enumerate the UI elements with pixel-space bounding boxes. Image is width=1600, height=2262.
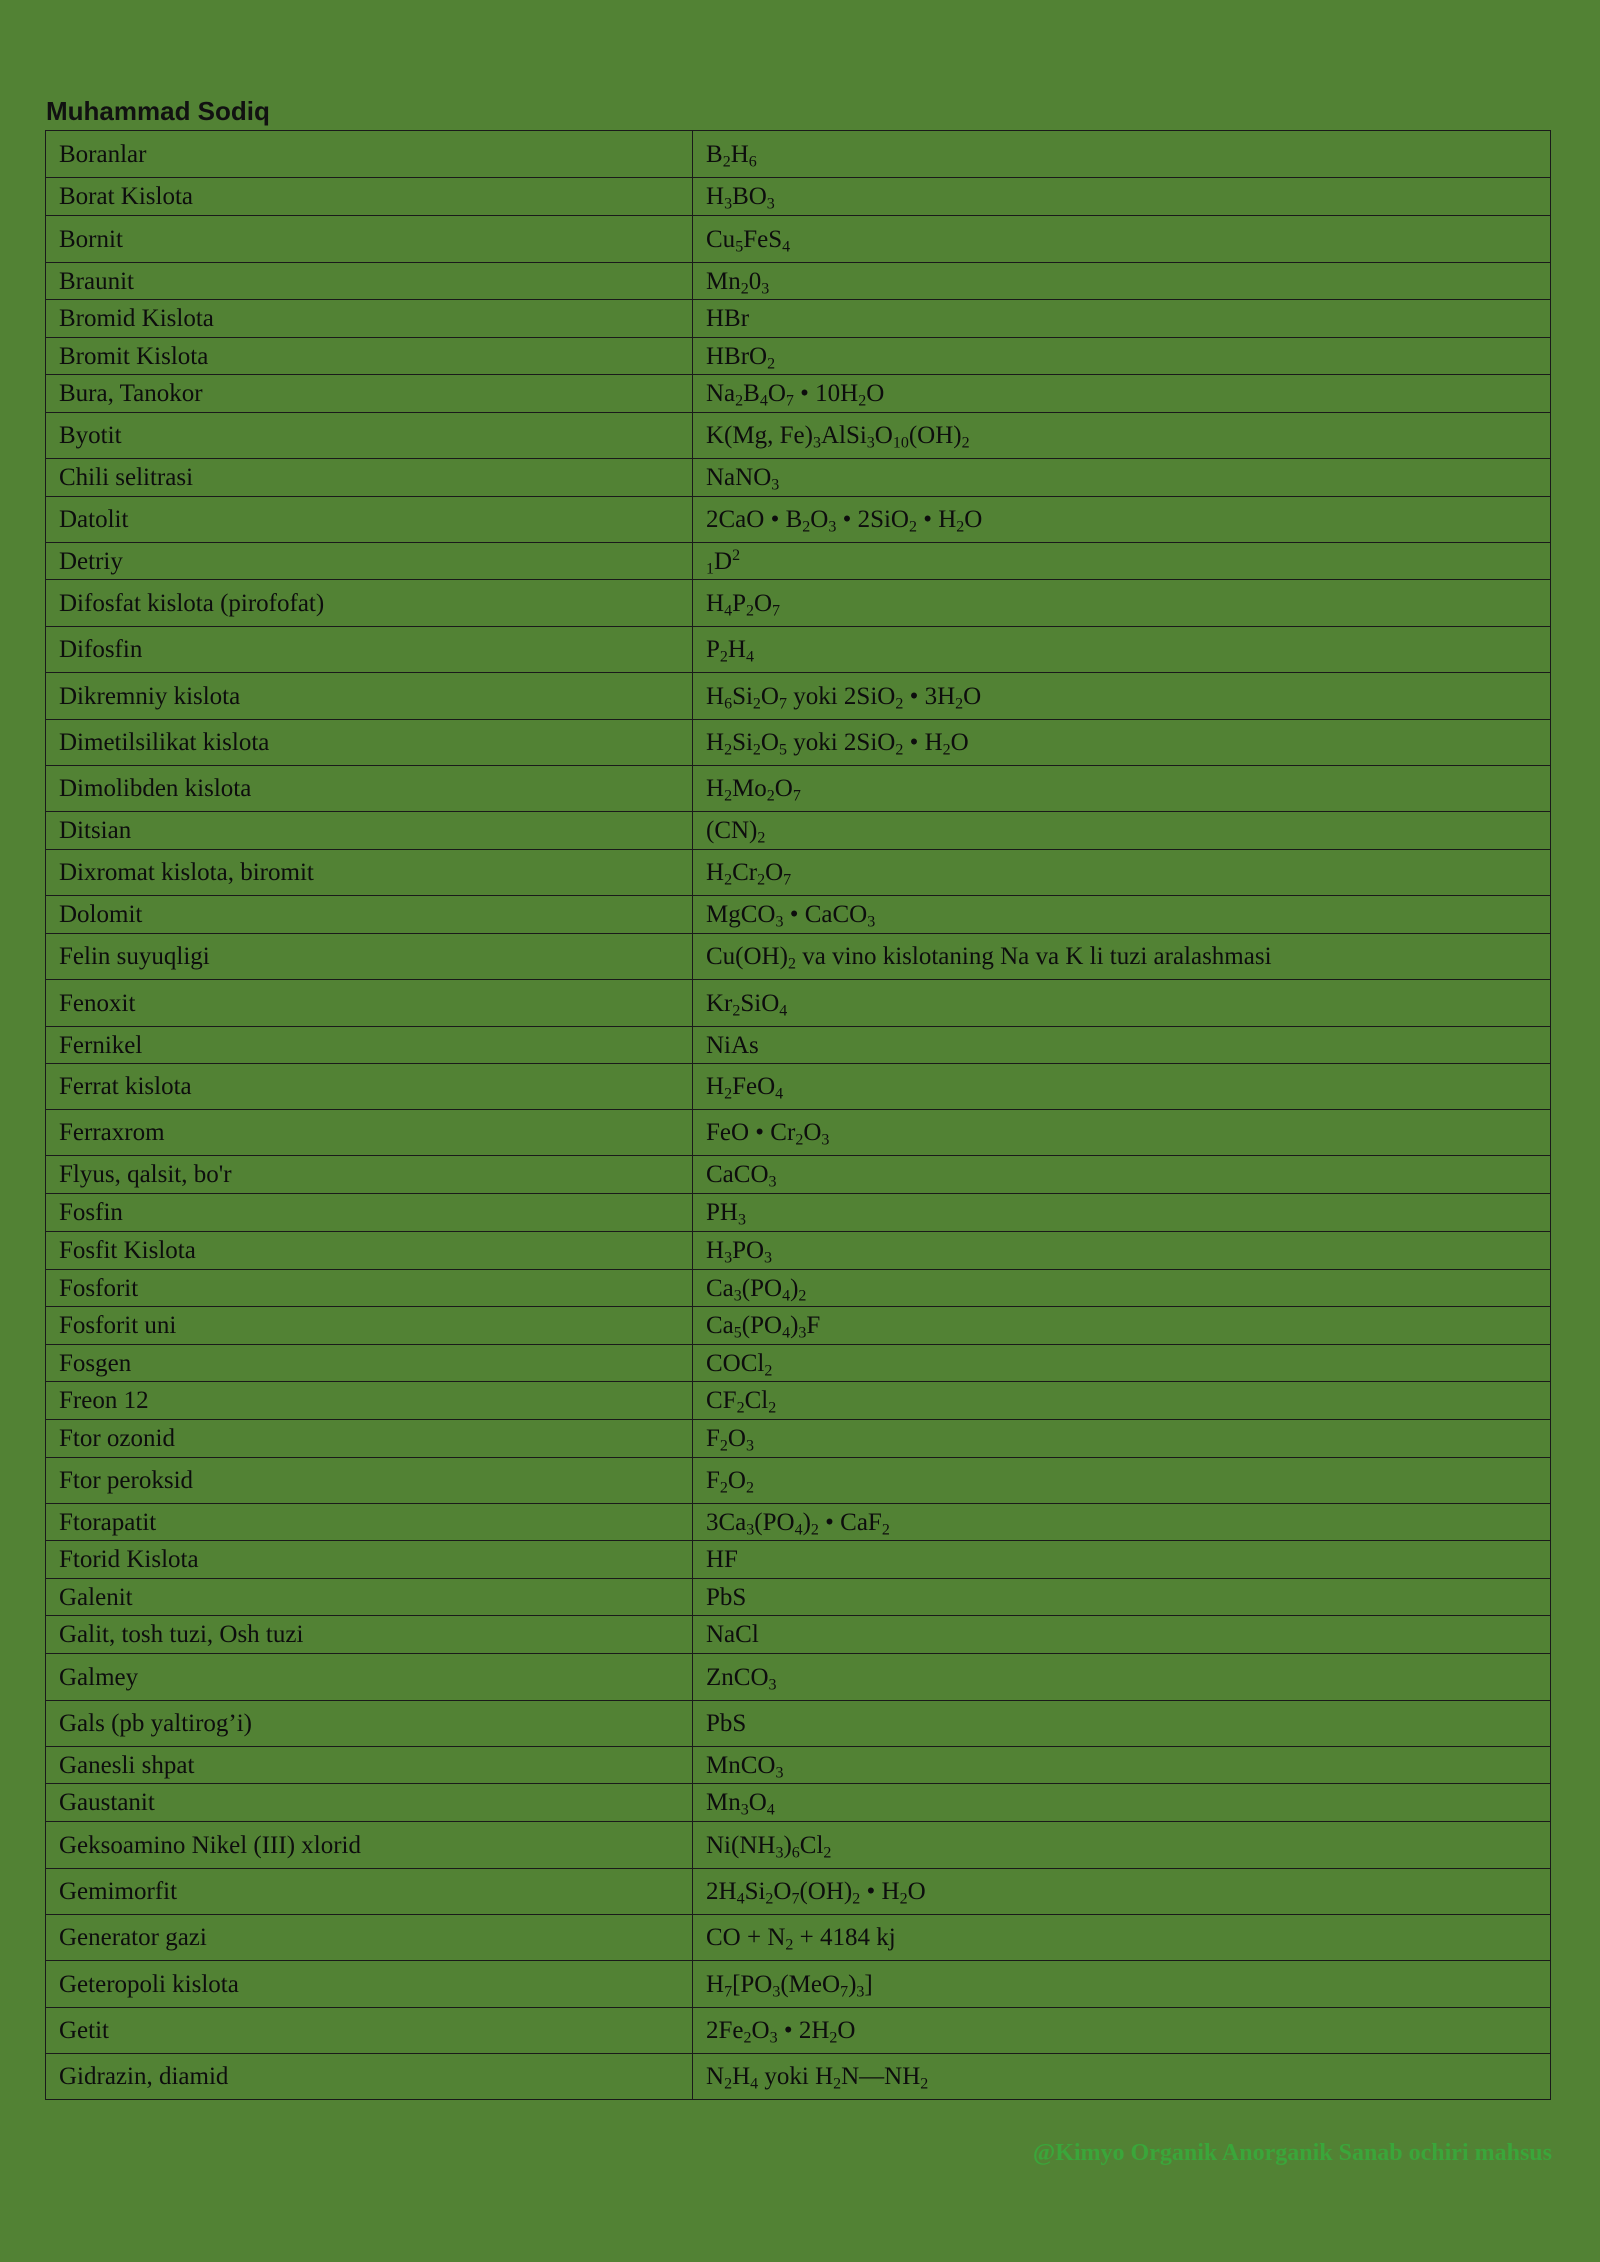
table-row bbox=[46, 1064, 1551, 1110]
table-row bbox=[46, 1156, 1551, 1194]
table-row bbox=[46, 375, 1551, 413]
compound-formula-cell: $CF_2Cl_2$ bbox=[693, 1382, 1551, 1420]
table-row bbox=[46, 1822, 1551, 1869]
compound-name-cell: Fosfit Kislota bbox=[46, 1232, 693, 1270]
compound-formula-cell: CO + $N_2 + 4184$ kj bbox=[693, 1915, 1551, 1961]
compound-formula-cell: $Cu_5FeS_4$ bbox=[693, 216, 1551, 263]
compound-name-cell: Difosfat kislota (pirofofat) bbox=[46, 580, 693, 627]
compound-formula-cell: $H_3PO_3$ bbox=[693, 1232, 1551, 1270]
table-row bbox=[46, 1961, 1551, 2008]
compound-name-cell: Braunit bbox=[46, 263, 693, 300]
compound-name-cell: Ganesli shpat bbox=[46, 1747, 693, 1784]
table-row bbox=[46, 459, 1551, 497]
compound-name-cell: Byotit bbox=[46, 413, 693, 459]
compound-formula-cell: $Ni(NH_3)_6Cl_2$ bbox=[693, 1822, 1551, 1869]
compound-name-cell: Flyus, qalsit, bo'r bbox=[46, 1156, 693, 1194]
table-row bbox=[46, 1541, 1551, 1579]
compound-name-cell: Ftor ozonid bbox=[46, 1420, 693, 1458]
compound-name-cell: Geksoamino Nikel (III) xlorid bbox=[46, 1822, 693, 1869]
table-row bbox=[46, 216, 1551, 263]
compound-formula-cell: $H_3BO_3$ bbox=[693, 178, 1551, 216]
compound-formula-cell: PbS bbox=[693, 1579, 1551, 1616]
compound-formula-cell: COCl$_2$ bbox=[693, 1345, 1551, 1382]
compound-formula-cell: $Ca_3(PO_4)_2$ bbox=[693, 1270, 1551, 1307]
compound-formula-cell: $Na_2B_4O_7$ • $10H_2O$ bbox=[693, 375, 1551, 413]
compound-formula-cell: $2Fe_2O_3$ • $2H_2O$ bbox=[693, 2008, 1551, 2054]
compound-formula-cell: $Kr_2SiO_4$ bbox=[693, 980, 1551, 1027]
compound-name-cell: Fosforit bbox=[46, 1270, 693, 1307]
compound-name-cell: Fernikel bbox=[46, 1027, 693, 1064]
compound-formula-cell: $H_2Mo_2O_7$ bbox=[693, 766, 1551, 812]
table-row bbox=[46, 1869, 1551, 1915]
table-row bbox=[46, 1027, 1551, 1064]
table-row bbox=[46, 131, 1551, 178]
compound-formula-cell: $Mn_3O_4$ bbox=[693, 1784, 1551, 1822]
compound-formula-cell: $Cu(OH)_2$ va vino kislotaning Na va K li tuzi aralashmasi bbox=[693, 934, 1551, 980]
compound-name-cell: Ferrat kislota bbox=[46, 1064, 693, 1110]
table-row bbox=[46, 850, 1551, 896]
table-row bbox=[46, 1747, 1551, 1784]
table-row bbox=[46, 980, 1551, 1027]
compound-formula-cell: $PH_3$ bbox=[693, 1194, 1551, 1232]
compound-formula-cell: CaCO$_3$ bbox=[693, 1156, 1551, 1194]
compound-formula-cell: $F_2O_3$ bbox=[693, 1420, 1551, 1458]
table-row bbox=[46, 1420, 1551, 1458]
table-row bbox=[46, 1110, 1551, 1156]
compound-name-cell: Bura, Tanokor bbox=[46, 375, 693, 413]
compound-formula-cell: $B_2H_6$ bbox=[693, 131, 1551, 178]
compound-name-cell: Gaustanit bbox=[46, 1784, 693, 1822]
compound-formula-cell: $Mn_20_3$ bbox=[693, 263, 1551, 300]
table-row bbox=[46, 1232, 1551, 1270]
compound-name-cell: Galenit bbox=[46, 1579, 693, 1616]
compound-formula-cell: MnCO$_3$ bbox=[693, 1747, 1551, 1784]
compound-name-cell: Ftor peroksid bbox=[46, 1458, 693, 1504]
compound-formula-cell: $2H_4Si_2O_7(OH)_2$ • $H_2O$ bbox=[693, 1869, 1551, 1915]
table-row bbox=[46, 1345, 1551, 1382]
compound-name-cell: Ftorapatit bbox=[46, 1504, 693, 1541]
compound-name-cell: Ftorid Kislota bbox=[46, 1541, 693, 1579]
table-row bbox=[46, 497, 1551, 543]
compound-formula-cell: $H_7[PO_3(MeO_7)_3]$ bbox=[693, 1961, 1551, 2008]
table-row bbox=[46, 263, 1551, 300]
compound-name-cell: Bornit bbox=[46, 216, 693, 263]
compound-formula-cell: $H_2FeO_4$ bbox=[693, 1064, 1551, 1110]
compound-formula-cell: $N_2H_4$ yoki $H_2N—NH_2$ bbox=[693, 2054, 1551, 2100]
table-row bbox=[46, 720, 1551, 766]
compound-name-cell: Difosfin bbox=[46, 627, 693, 673]
compound-formula-cell: $_1D^2$ bbox=[693, 543, 1551, 580]
compound-formula-cell: NiAs bbox=[693, 1027, 1551, 1064]
compound-name-cell: Ditsian bbox=[46, 812, 693, 850]
table-row bbox=[46, 1504, 1551, 1541]
compound-name-cell: Gals (pb yaltirog’i) bbox=[46, 1701, 693, 1747]
table-row bbox=[46, 1784, 1551, 1822]
compound-name-cell: Dixromat kislota, biromit bbox=[46, 850, 693, 896]
compound-name-cell: Felin suyuqligi bbox=[46, 934, 693, 980]
compound-name-cell: Gemimorfit bbox=[46, 1869, 693, 1915]
table-row bbox=[46, 1382, 1551, 1420]
table-row bbox=[46, 627, 1551, 673]
compound-formula-cell: $F_2O_2$ bbox=[693, 1458, 1551, 1504]
table-row bbox=[46, 1579, 1551, 1616]
table-row bbox=[46, 812, 1551, 850]
compound-name-cell: Fosforit uni bbox=[46, 1307, 693, 1345]
compound-formula-cell: $(CN)_2$ bbox=[693, 812, 1551, 850]
compound-formula-cell: HF bbox=[693, 1541, 1551, 1579]
compound-name-cell: Freon 12 bbox=[46, 1382, 693, 1420]
compound-formula-cell: HBr bbox=[693, 300, 1551, 338]
table-row bbox=[46, 2054, 1551, 2100]
compound-name-cell: Ferraxrom bbox=[46, 1110, 693, 1156]
compound-formula-cell: NaCl bbox=[693, 1616, 1551, 1654]
compound-name-cell: Bromid Kislota bbox=[46, 300, 693, 338]
compounds-table-body bbox=[46, 131, 1551, 2100]
compound-formula-cell: $H_6Si_2O_7$ yoki 2SiO$_2$ • $3H_2O$ bbox=[693, 673, 1551, 720]
compound-name-cell: Generator gazi bbox=[46, 1915, 693, 1961]
compounds-table bbox=[45, 130, 1551, 2100]
compound-formula-cell: $H_4P_2O_7$ bbox=[693, 580, 1551, 627]
compound-formula-cell: $Ca_5(PO_4)_3F$ bbox=[693, 1307, 1551, 1345]
compound-name-cell: Dimetilsilikat kislota bbox=[46, 720, 693, 766]
table-row bbox=[46, 1616, 1551, 1654]
compound-name-cell: Gidrazin, diamid bbox=[46, 2054, 693, 2100]
table-row bbox=[46, 580, 1551, 627]
table-row bbox=[46, 896, 1551, 934]
table-row bbox=[46, 1270, 1551, 1307]
compound-name-cell: Galmey bbox=[46, 1654, 693, 1701]
table-row bbox=[46, 413, 1551, 459]
compound-name-cell: Chili selitrasi bbox=[46, 459, 693, 497]
table-row bbox=[46, 300, 1551, 338]
table-row bbox=[46, 1307, 1551, 1345]
compound-formula-cell: $P_2H_4$ bbox=[693, 627, 1551, 673]
compound-name-cell: Galit, tosh tuzi, Osh tuzi bbox=[46, 1616, 693, 1654]
table-row bbox=[46, 1194, 1551, 1232]
compound-formula-cell: NaNO$_3$ bbox=[693, 459, 1551, 497]
compound-name-cell: Dimolibden kislota bbox=[46, 766, 693, 812]
table-row bbox=[46, 1654, 1551, 1701]
compound-formula-cell: FeO • $Cr_2O_3$ bbox=[693, 1110, 1551, 1156]
compound-name-cell: Borat Kislota bbox=[46, 178, 693, 216]
compound-name-cell: Getit bbox=[46, 2008, 693, 2054]
compound-name-cell: Datolit bbox=[46, 497, 693, 543]
compound-formula-cell: MgCO$_3$ • CaCO$_3$ bbox=[693, 896, 1551, 934]
compound-name-cell: Fosfin bbox=[46, 1194, 693, 1232]
table-row bbox=[46, 1701, 1551, 1747]
table-row bbox=[46, 766, 1551, 812]
table-row bbox=[46, 673, 1551, 720]
compound-name-cell: Fosgen bbox=[46, 1345, 693, 1382]
table-row bbox=[46, 543, 1551, 580]
compound-name-cell: Bromit Kislota bbox=[46, 338, 693, 375]
table-row bbox=[46, 1915, 1551, 1961]
compound-formula-cell: PbS bbox=[693, 1701, 1551, 1747]
compound-name-cell: Boranlar bbox=[46, 131, 693, 178]
compound-formula-cell: K(Mg, $Fe)_3AlSi_3O_{10}(OH)_2$ bbox=[693, 413, 1551, 459]
compound-formula-cell: $3Ca_3(PO_4)_2$ • CaF$_2$ bbox=[693, 1504, 1551, 1541]
author-name: Muhammad Sodiq bbox=[46, 96, 270, 126]
compound-formula-cell: HBrO$_2$ bbox=[693, 338, 1551, 375]
table-row bbox=[46, 338, 1551, 375]
footer-watermark: @Kimyo Organik Anorganik Sanab ochiri mahsus bbox=[1032, 2140, 1552, 2166]
compound-formula-cell: ZnCO$_3$ bbox=[693, 1654, 1551, 1701]
table-row bbox=[46, 2008, 1551, 2054]
compound-name-cell: Dikremniy kislota bbox=[46, 673, 693, 720]
compound-name-cell: Fenoxit bbox=[46, 980, 693, 1027]
table-row bbox=[46, 934, 1551, 980]
compound-formula-cell: $H_2Cr_2O_7$ bbox=[693, 850, 1551, 896]
compound-name-cell: Detriy bbox=[46, 543, 693, 580]
compound-name-cell: Dolomit bbox=[46, 896, 693, 934]
table-row bbox=[46, 1458, 1551, 1504]
compound-formula-cell: $H_2Si_2O_5$ yoki 2SiO$_2$ • $H_2O$ bbox=[693, 720, 1551, 766]
table-row bbox=[46, 178, 1551, 216]
compound-formula-cell: 2CaO • $B_2O_3$ • 2SiO$_2$ • $H_2O$ bbox=[693, 497, 1551, 543]
compound-name-cell: Geteropoli kislota bbox=[46, 1961, 693, 2008]
